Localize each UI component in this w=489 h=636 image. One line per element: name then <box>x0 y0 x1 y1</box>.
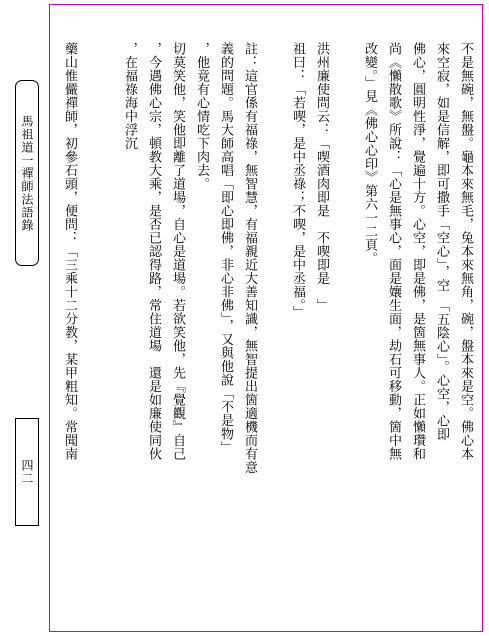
text-column-3: 佛心，圓明性淨，覺遍十方。心空，即是佛，是箇無事人。正如懶瓚和 <box>410 42 425 461</box>
text-column-5: 改變。」見《佛心心印》第六一二頁。 <box>362 42 377 265</box>
text-column-12: ，他竟有心情吃下肉去。 <box>194 42 209 191</box>
book-title-box <box>15 80 39 266</box>
book-title: 馬祖道一禪師法語錄 <box>20 114 34 232</box>
text-column-8: 祖曰：「若喫，是中丞祿；不喫，是中丞福。」 <box>290 42 305 319</box>
text-column-13: 切莫笑他，笑他即離了道場，自心是道場。若欲笑他，先『覺觀』自己 <box>170 42 185 461</box>
text-column-4: 尚《懶散歌》所說：「心是無事心，面是孃生面，劫石可移動，箇中無 <box>386 42 401 461</box>
text-column-11: 義的問題。馬大師高唱「即心即佛，非心非佛」，又與他說「不是物」 <box>218 42 233 454</box>
text-column-7: 洪州廉使問云：「喫酒肉即是 不喫即是 」 <box>314 42 329 312</box>
page-number: 四二 <box>20 459 34 485</box>
text-column-17: 藥山惟儼禪師，初參石頭，便問：「三乘十二分教，某甲粗知。常聞南 <box>62 42 77 461</box>
text-column-15: ，在福祿海中浮沉 <box>122 42 137 150</box>
text-column-10: 註：這官係有福祿，無智慧，有福親近大善知識，無智提出箇適機而有意 <box>242 42 257 474</box>
page-number-box <box>15 418 39 526</box>
text-column-1: 不是無碗，無盤。龜本來無毛，兔本來無角，碗，盤本來是空。佛心本 <box>458 42 473 461</box>
text-column-14: ，今遇佛心宗，頓教大乘，是否已認得路，常住道場 還是如廉使同伙 <box>146 42 161 461</box>
text-column-2: 來空寂，如是信解，即可撒手「空心」，空 「五陰心」。心空，心即 <box>434 42 449 441</box>
